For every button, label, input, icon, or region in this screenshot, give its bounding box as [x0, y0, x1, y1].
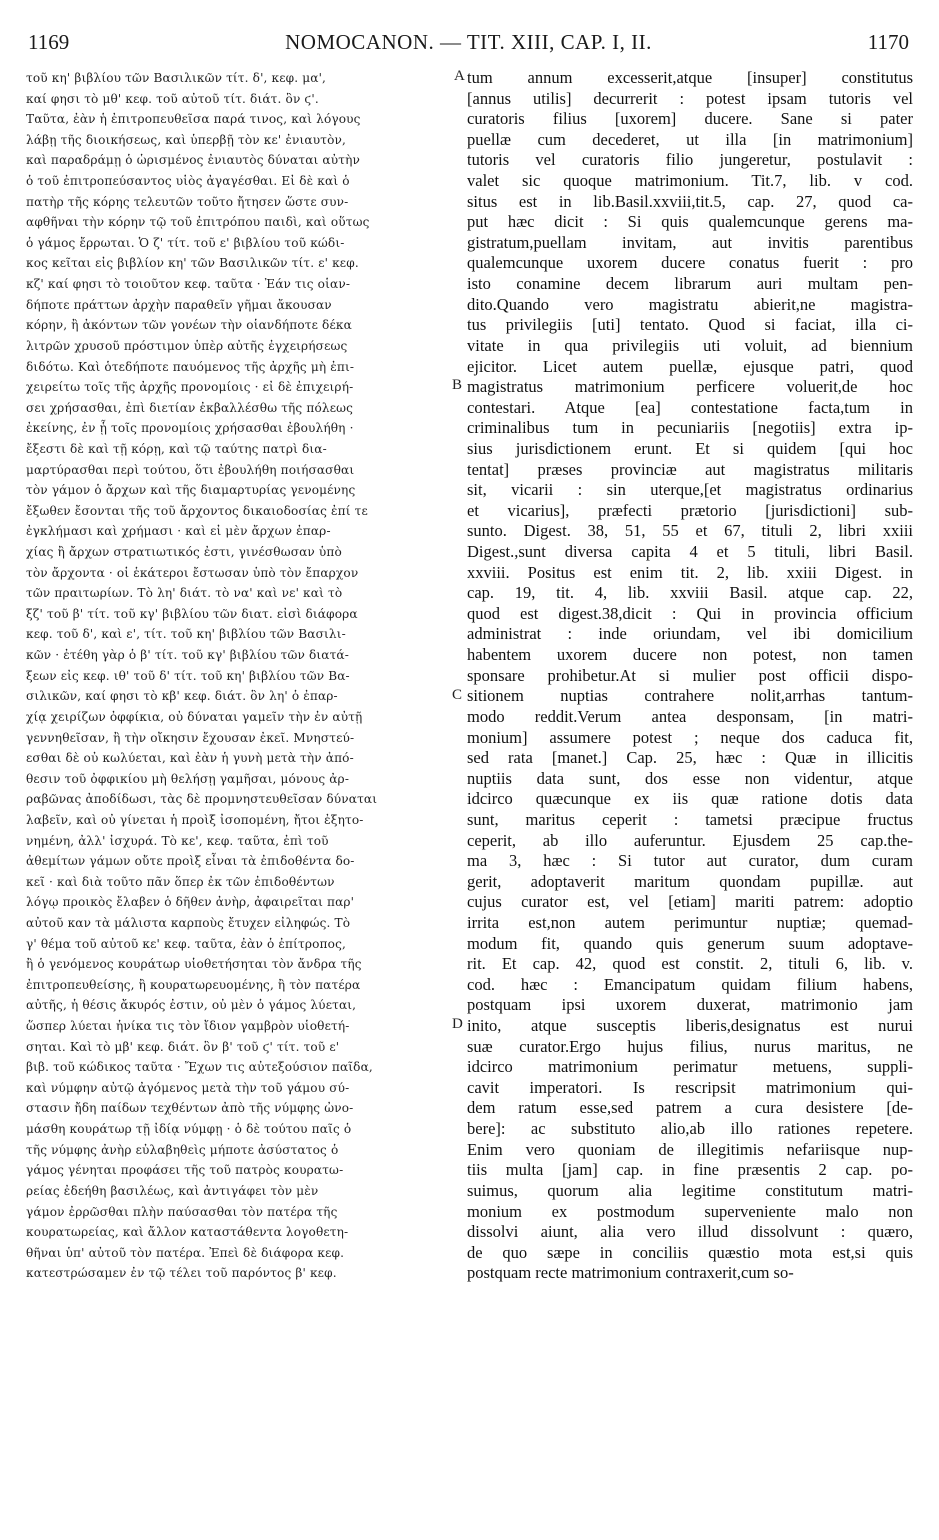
greek-text-line: τὸν γάμον ὁ ἄρχων καὶ τῆς διαμαρτυρίας γενομένης [26, 483, 356, 498]
latin-text-line: ma 3, hæc : Si tutor aut curator, dum curam [467, 851, 913, 871]
latin-text-line: puellæ cum decederet, ut illa [in matrimonium] [467, 129, 913, 149]
latin-text-line: suimus, quorum alia legitime constitutum matri- [467, 1180, 913, 1200]
greek-text-line: λόγῳ προικὸς ἔλαβεν ὁ δῆθεν ἀνὴρ, ἀφαιρεῖται παρ' [26, 895, 355, 910]
greek-text-line: καὶ νύμφην αὐτῷ ἀγόμενος μετὰ τὴν τοῦ γάμου σύ- [26, 1080, 350, 1095]
latin-text-line: xxviii. Positus est enim tit. 2, lib. xxiii Digest. in [467, 562, 913, 582]
latin-text-line: Digest.,sunt diversa capita 4 et 5 tituli, libri Basil. [467, 542, 913, 562]
greek-text-line: κζ' καί φησι τὸ τοιοῦτον κεφ. ταῦτα · Ἐάν τις οἱαν- [26, 277, 351, 292]
latin-text-line: dem ratum esse,sed patrem a cura desistere [de- [467, 1098, 913, 1118]
greek-text-line: νημένη, ἀλλ' ἰσχυρά. Τὸ κε', κεφ. ταῦτα, ἐπὶ τοῦ [26, 833, 329, 848]
latin-text-line: irrita est,non autem perimuntur nuptiæ; quemad- [467, 912, 913, 932]
latin-text-line: ejicitor. Licet autem puellæ, ejusque patri, quod [467, 356, 913, 376]
latin-text-line: modo reddit.Verum antea desponsam, [in matri- [467, 706, 913, 726]
greek-text-line: τῶν πραιτωρίων. Τὸ λη' διάτ. τὸ να' καὶ νε' καὶ τὸ [26, 586, 343, 601]
latin-text-line: tentat] præses provinciæ aut magistratus militaris [467, 459, 913, 479]
greek-text-line: γάμον ἐρρῶσθαι πλὴν παύσασθαι τὸν πατέρα τῆς [26, 1204, 338, 1219]
latin-text-line: isto conamine decem librarum auri multam pen- [467, 274, 913, 294]
latin-text-line: sponsare prohibetur.At si mulier post officii dispo- [467, 665, 913, 685]
latin-text-line: inito, atque susceptis liberis,designatus est nurui [467, 1016, 913, 1036]
greek-text-line: σιλικῶν, καί φησι τὸ κβ' κεφ. διάτ. ὃν λη' ὁ ἐπαρ- [26, 689, 338, 704]
latin-text-line: vitate in qua privilegiis uti voluit, ad biennium [467, 335, 913, 355]
greek-text-line: γεννηθεῖσαν, ἢ τὴν οἴκησιν ἔχουσαν ἐκεῖ. Μνηστεύ- [26, 730, 355, 745]
latin-text-line: sed rata [manet.] Cap. 25, hæc : Quæ in illicitis [467, 748, 913, 768]
latin-text-column [467, 68, 913, 1284]
latin-text-line: dito.Quando vero magistratu abierit,ne magistra- [467, 294, 913, 314]
greek-text-line: κος κεῖται εἰς βιβλίον κη' τῶν Βασιλικῶν τίτ. ε' κεφ. [26, 256, 359, 271]
greek-text-line: κεῖ · καὶ διὰ τοῦτο πᾶν ὅπερ ἐκ τῶν ἐπιδοθέντων [26, 874, 335, 889]
latin-text-line: Enim vero quoniam de illegitimis nefariisque nup- [467, 1139, 913, 1159]
latin-text-line: tutoris vel curatoris filio jungeretur, postulavit : [467, 150, 913, 170]
greek-text-line: ξζ' τοῦ β' τίτ. τοῦ κγ' βιβλίου τῶν διατ. εἰσὶ διάφορα [26, 606, 358, 621]
latin-text-line: gerit, adoptaverit maritum quondam pupillæ. aut [467, 871, 913, 891]
greek-text-line: γ' θέμα τοῦ αὐτοῦ κε' κεφ. ταῦτα, ἐὰν ὁ ἐπίτροπος, [26, 936, 346, 951]
greek-text-line: γάμος γένηται προφάσει τῆς τοῦ πατρὸς κουρατω- [26, 1163, 344, 1178]
latin-text-line: bere]: ac substituto alio,ab illo rationes repetere. [467, 1119, 913, 1139]
latin-text-line: sunt, maritus ceperit : tametsi præcipue fructus [467, 809, 913, 829]
latin-text-line: administrat : inde oriundam, vel ibi domicilium [467, 624, 913, 644]
page-number-left: 1169 [28, 30, 70, 54]
greek-text-line: αὐτῆς, ἡ θέσις ἄκυρός ἐστιν, οὐ μὲν ὁ γάμος λύεται, [26, 998, 357, 1013]
greek-text-line: τοῦ κη' βιβλίου τῶν Βασιλικῶν τίτ. δ', κεφ. μα', [26, 71, 327, 85]
greek-text-line: αφθῆναι τὴν κόρην τῷ τοῦ ἐπιτρόπου παιδὶ, καὶ οὕτως [26, 215, 370, 230]
greek-text-line: ἐκείνης, ἐν ᾗ τοῖς προνομίοις χρήσασθαι ἐβουλήθη · [26, 421, 354, 436]
latin-text-line: contestari. Atque [ea] contestatione facta,tum in [467, 397, 913, 417]
greek-text-line: κεφ. τοῦ δ', καὶ ε', τίτ. τοῦ κη' βιβλίου τῶν Βασιλι- [26, 627, 346, 642]
latin-text-line: sitionem nuptias contrahere nolit,arrhas tantum- [467, 686, 913, 706]
greek-text-line: ὁ γάμος ἔρρωται. Ὁ ζ' τίτ. τοῦ ε' βιβλίου τοῦ κώδι- [26, 235, 345, 250]
latin-text-line: ceperit, ab illo auferuntur. Ejusdem 25 cap.the- [467, 830, 913, 850]
latin-text-line: tiis multa [jam] cap. in fine præsentis 2 cap. po- [467, 1160, 913, 1180]
latin-text-line: situs est in lib.Basil.xxviii,tit.5, cap. 27, quod ca- [467, 191, 913, 211]
greek-text-line: λιτρῶν χρυσοῦ πρόστιμον ὑπὲρ αὐτῆς ἐγχειρήσεως [26, 338, 348, 353]
latin-text-line: nuptiis data sunt, dos esse non videntur, atque [467, 768, 913, 788]
latin-text-line: habentem uxorem ducere non potest, non tamen [467, 645, 913, 665]
greek-text-line: αὐτοῦ καν τὰ μάλιστα καρποὺς ἔτυχεν εἰληφώς. Τὸ [26, 915, 351, 930]
greek-text-line: καὶ παραδράμῃ ὁ ὡρισμένος ἐνιαυτὸς δύναται αὐτὴν [26, 153, 360, 168]
greek-text-line: Ταῦτα, ἐὰν ἡ ἐπιτροπευθεῖσα παρά τινος, καὶ λόγους [26, 112, 361, 127]
greek-text-line: δήποτε πράττων ἀρχὴν παραθεῖν γῆμαι ἄκουσαν [26, 297, 332, 312]
greek-text-line: ἐγκλήμασι καὶ χρήμασι · καὶ εἰ μὲν ἄρχων ἐπαρ- [26, 524, 331, 539]
greek-text-line: ξεων εἰς κεφ. ιθ' τοῦ δ' τίτ. τοῦ κη' βιβλίου τῶν Βα- [26, 668, 350, 683]
greek-text-line: κουρατωρείας, καὶ ἄλλον καταστάθεντα λογοθετη- [26, 1225, 349, 1240]
greek-text-line: τὸν ἄρχοντα · οἱ ἑκάτεροι ἔστωσαν ὑπὸ τὸν ἔπαρχον [26, 565, 359, 580]
latin-text-line: sius jurisdictionem erunt. Et si quidem [qui hoc [467, 438, 913, 458]
latin-text-line: [annus utilis] decurrerit : potest ipsam tutoris vel [467, 88, 913, 108]
greek-text-line: καί φησι τὸ μθ' κεφ. τοῦ αὐτοῦ τίτ. διάτ. ὃν ϛ'. [26, 91, 319, 106]
greek-text-line: ἐπιτροπευθείσης, ἢ κουρατωρευομένης, ἢ τὸν πατέρα [26, 977, 361, 992]
greek-text-line: χίᾳ χειρίζων ὀφφίκια, οὐ δύναται γαμεῖν τὴν ἐν αὐτῇ [26, 709, 363, 724]
column-marker-a: A [454, 68, 465, 84]
greek-text-line: ραβῶνας ἀποδίδωσι, τὰς δὲ προμνηστευθεῖσαν δύναται [26, 792, 378, 807]
latin-text-line: monium] assumere potest ; neque dos caduca fit, [467, 727, 913, 747]
latin-text-line: suæ curator.Ergo hujus filius, nurus maritus, ne [467, 1036, 913, 1056]
greek-text-line: ὁ τοῦ ἐπιτροπεύσαντος υἱὸς ἀγαγέσθαι. Εἰ δὲ καὶ ὁ [26, 174, 350, 189]
greek-text-line: χίας ἢ ἄρχων στρατιωτικός ἐστι, γινέσθωσαν ὑπὸ [26, 545, 342, 560]
greek-text-line: θεσιν τοῦ ὀφφικίου μὴ θελήσῃ γαμῆσαι, μόνους ἀρ- [26, 771, 350, 786]
greek-text-line: κῶν · ἐτέθη γὰρ ὁ β' τίτ. τοῦ κγ' βιβλίου τῶν διατά- [26, 648, 349, 663]
greek-text-line: κόρην, ἢ ἀκόντων τῶν γονέων τὴν οἱανδήποτε δέκα [26, 318, 352, 333]
latin-text-line: idcirco quæcunque ex iis quæ ratione dotis data [467, 789, 913, 809]
greek-text-line: μαρτύρασθαι περὶ τούτου, ὅτι ἐβουλήθη ποιήσασθαι [26, 462, 355, 477]
greek-text-line: λαβεῖν, καὶ οὐ γίνεται ἡ προὶξ ἰσοπομένη, ἤτοι ἐξητο- [26, 812, 364, 827]
latin-text-line: curatoris filius [uxorem] ducere. Sane si pater [467, 109, 913, 129]
latin-text-line: cujus curator est, vel [etiam] mariti patrem: adoptio [467, 892, 913, 912]
latin-text-line: valet sic quoque matrimonium. Tit.7, lib. v cod. [467, 171, 913, 191]
latin-text-line: et vicarius], præfecti prætorio [jurisdictioni] sub- [467, 500, 913, 520]
latin-text-line: cavit imperatori. Is rescripsit matrimonium qui- [467, 1077, 913, 1097]
latin-text-line: monium ex postmodum superveniente malo non [467, 1201, 913, 1221]
latin-text-line: qualemcunque uxorem ducere conatus fuerit : pro [467, 253, 913, 273]
column-marker-d: D [452, 1016, 463, 1032]
latin-text-line: gistratum,puellam invitam, aut invitis parentibus [467, 232, 913, 252]
latin-text-line: sit, vicarii : sin uterque,[et magistratus ordinarius [467, 480, 913, 500]
greek-text-line: σηται. Καὶ τὸ μβ' κεφ. διάτ. ὃν β' τοῦ ϛ' τίτ. τοῦ ε' [26, 1039, 340, 1054]
latin-text-line: postquam recte matrimonium contraxerit,cum so- [467, 1263, 794, 1283]
page-number-right: 1170 [867, 30, 909, 54]
greek-text-line: ὥσπερ λύεται ἡνίκα τις τὸν ἴδιον γαμβρὸν υἱοθετή- [26, 1019, 350, 1034]
greek-text-line: θῆναι ὑπ' αὐτοῦ τὸν πατέρα. Ἐπεὶ δὲ διάφορα κεφ. [26, 1245, 345, 1260]
latin-text-line: postquam ipsi uxorem duxerat, matrimonio jam [467, 995, 913, 1015]
latin-text-line: de quo sæpe in conciliis quæstio mota est,si quis [467, 1242, 913, 1262]
running-title: NOMOCANON. — TIT. XIII, CAP. I, II. [285, 30, 652, 54]
latin-text-line: put hæc dicit : Si quis qualemcunque gerens ma- [467, 212, 913, 232]
greek-text-line: στασιν ἤδη παίδων τεχθέντων ἀπὸ τῆς νύμφης ὠνο- [26, 1101, 354, 1116]
latin-text-line: idcirco matrimonium perimatur metuens, suppli- [467, 1057, 913, 1077]
latin-text-line: tus privilegiis [uti] tentato. Quod si faciat, illa ci- [467, 315, 913, 335]
latin-text-line: cap. 19, tit. 4, lib. xxviii Basil. atque cap. 22, [467, 583, 913, 603]
greek-text-line: κατεστρώσαμεν ἐν τῷ τέλει τοῦ παρόντος β' κεφ. [26, 1266, 337, 1281]
greek-text-line: σει χρήσασθαι, ἐπὶ διετίαν ἐκβαλλέσθω τῆς πόλεως [26, 400, 354, 415]
latin-text-line: criminalibus tum in pecuniariis [negotiis] extra ip- [467, 418, 913, 438]
column-marker-c: C [452, 687, 463, 703]
running-header [28, 30, 909, 60]
greek-text-line: ἀθεμίτων γάμων οὔτε προὶξ εἶναι τὰ ἐπιδοθέντα δο- [26, 854, 355, 869]
greek-text-line: ἔξεστι δὲ καὶ τῇ κόρῃ, καὶ τῷ ταύτης πατρὶ δια- [26, 441, 327, 456]
latin-text-line: modum fit, quando quis generum suum adoptave- [467, 933, 913, 953]
greek-text-line: πατὴρ τῆς κόρης τελευτῶν τοῦτο ἤτησεν ὥστε συν- [26, 194, 349, 209]
latin-text-line: dissolvi aiunt, alia vero illud dissolvunt : quæro, [467, 1222, 913, 1242]
greek-text-line: ρείας ἐδεήθη βασιλέως, καὶ ἀντιγάφει τὸν μὲν [26, 1183, 319, 1198]
latin-text-line: quod est digest.38,dicit : Qui in provincia officium [467, 603, 913, 623]
greek-text-line: διδότω. Καὶ ὁτεδήποτε παυόμενος τῆς ἀρχῆς μὴ ἐπι- [26, 359, 355, 374]
greek-text-line: ἔξωθεν ἔσονται τῆς τοῦ ἄρχοντος δικαιοδοσίας ἐπί τε [26, 503, 368, 518]
latin-text-line: tum annum excesserit,atque [insuper] constitutus [467, 68, 913, 87]
latin-text-line: magistratus matrimonium perficere voluerit,de hoc [467, 377, 913, 397]
greek-text-line: ἢ ὁ γενόμενος κουράτωρ υἱοθετήσηται τὸν ἄνδρα τῆς [26, 957, 362, 972]
latin-text-line: rit. Et cap. 42, quod est constit. 2, tituli 6, lib. v. [467, 954, 913, 974]
greek-text-line: λάβῃ τῆς διοικήσεως, καὶ ὑπερβῇ τὸν κε' ἐνιαυτὸν, [26, 132, 347, 147]
latin-text-line: sunto. Digest. 38, 51, 55 et 67, tituli 2, libri xxiii [467, 521, 913, 541]
greek-text-line: μάσθη κουράτωρ τῇ ἰδίᾳ νύμφῃ · ὁ δὲ τούτου παῖς ὁ [26, 1122, 352, 1137]
greek-text-line: βιβ. τοῦ κώδικος ταῦτα · Ἔχων τις αὐτεξούσιον παῖδα, [26, 1060, 373, 1075]
greek-text-line: τῆς νύμφης ἀνὴρ εὐλαβηθεὶς μήποτε ἀσύστατος ὁ [26, 1142, 339, 1157]
greek-text-column [26, 68, 456, 1284]
greek-text-line: χειρείτω τοῖς τῆς ἀρχῆς προνομίοις · εἰ δὲ ἐπιχειρή- [26, 380, 354, 395]
greek-text-line: εσθαι δὲ οὐ κωλύεται, καὶ ἐὰν ἡ γυνὴ μετὰ τὴν ἀπό- [26, 751, 354, 766]
latin-text-line: cod. hæc : Emancipatum quidam filium habens, [467, 974, 913, 994]
column-marker-b: B [452, 377, 463, 393]
